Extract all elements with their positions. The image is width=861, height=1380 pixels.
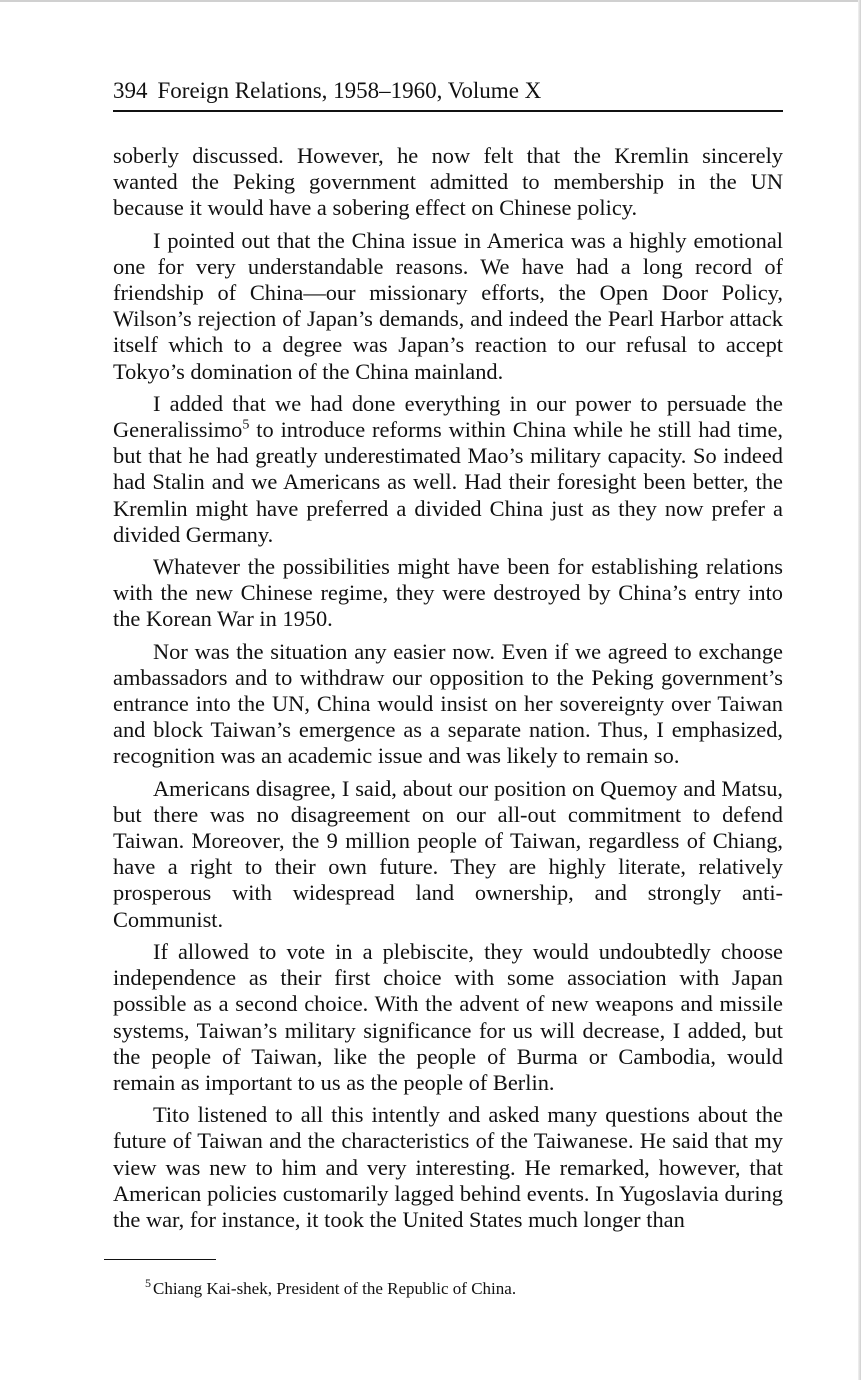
paragraph-8: Tito listened to all this intently and asked many questions about the future of Taiwan and the characteristics of the Taiwanese. He said that my view was new to him and very interesting. He remarked, however, that American policies customarily lagged behind events. In Yugoslavia during the war, for instance, it took the United States much longer than: [113, 1102, 783, 1232]
footnote-marker: 5: [242, 417, 250, 433]
paragraph-3-text-after: to introduce reforms within China while he still had time, but that he had greatly underestimated Mao’s military capacity. So indeed had Stalin and we Americans as well. Had their foresight been better, the Kremlin might have preferred a divided China just as they now prefer a divided Germany.: [113, 417, 783, 547]
paragraph-5: Nor was the situation any easier now. Even if we agreed to exchange ambassadors and to withdraw our opposition to the Peking government’s entrance into the UN, China would insist on her sovereignty over Taiwan and block Taiwan’s emergence as a separate nation. Thus, I emphasized, recognition was an academic issue and was likely to remain so.: [113, 638, 783, 769]
paragraph-7: If allowed to vote in a plebiscite, they would undoubtedly choose independence as their first choice with some association with Japan possible as a second choice. With the advent of new weapons and missile systems, Taiwan’s military significance for us will decrease, I added, but the people of Taiwan, like the people of Burma or Cambodia, would remain as important to us as the people of Berlin.: [113, 938, 783, 1095]
paragraph-2: I pointed out that the China issue in America was a highly emotional one for very understandable reasons. We have had a long record of friendship of China—our missionary efforts, the Open Door Policy, Wilson’s rejection of Japan’s demands, and indeed the Pearl Harbor attack itself which to a degree was Japan’s reaction to our refusal to accept Tokyo’s domination of the China mainland.: [113, 227, 783, 384]
running-header: [113, 74, 783, 112]
footnote: [145, 1278, 785, 1300]
page-top-edge: [0, 0, 861, 2]
paragraph-1: soberly discussed. However, he now felt that the Kremlin sincerely wanted the Peking government admitted to membership in the UN because it would have a sobering effect on Chinese policy.: [113, 143, 783, 221]
page-number: 394: [113, 78, 148, 103]
paragraph-6: Americans disagree, I said, about our position on Quemoy and Matsu, but there was no disagreement on our all-out commitment to defend Taiwan. Moreover, the 9 million people of Taiwan, regardless of Chiang, have a right to their own future. They are highly literate, relatively prosperous with widespread land ownership, and strongly anti-Communist.: [113, 775, 783, 932]
paragraph-3-text-before: I added that we had done everything in our power to persuade the Generalissimo: [113, 390, 783, 443]
paragraph-4: Whatever the possibilities might have been for establishing relations with the new Chinese regime, they were destroyed by China’s entry into the Korean War in 1950.: [113, 554, 783, 632]
body-text: [113, 143, 783, 1239]
footnote-divider: [104, 1259, 216, 1260]
footnote-number: 5: [145, 1276, 151, 1291]
running-header-title: Foreign Relations, 1958–1960, Volume X: [157, 78, 542, 103]
paragraph-3: [113, 391, 783, 548]
footnote-text: Chiang Kai-shek, President of the Republic of China.: [153, 1279, 517, 1298]
